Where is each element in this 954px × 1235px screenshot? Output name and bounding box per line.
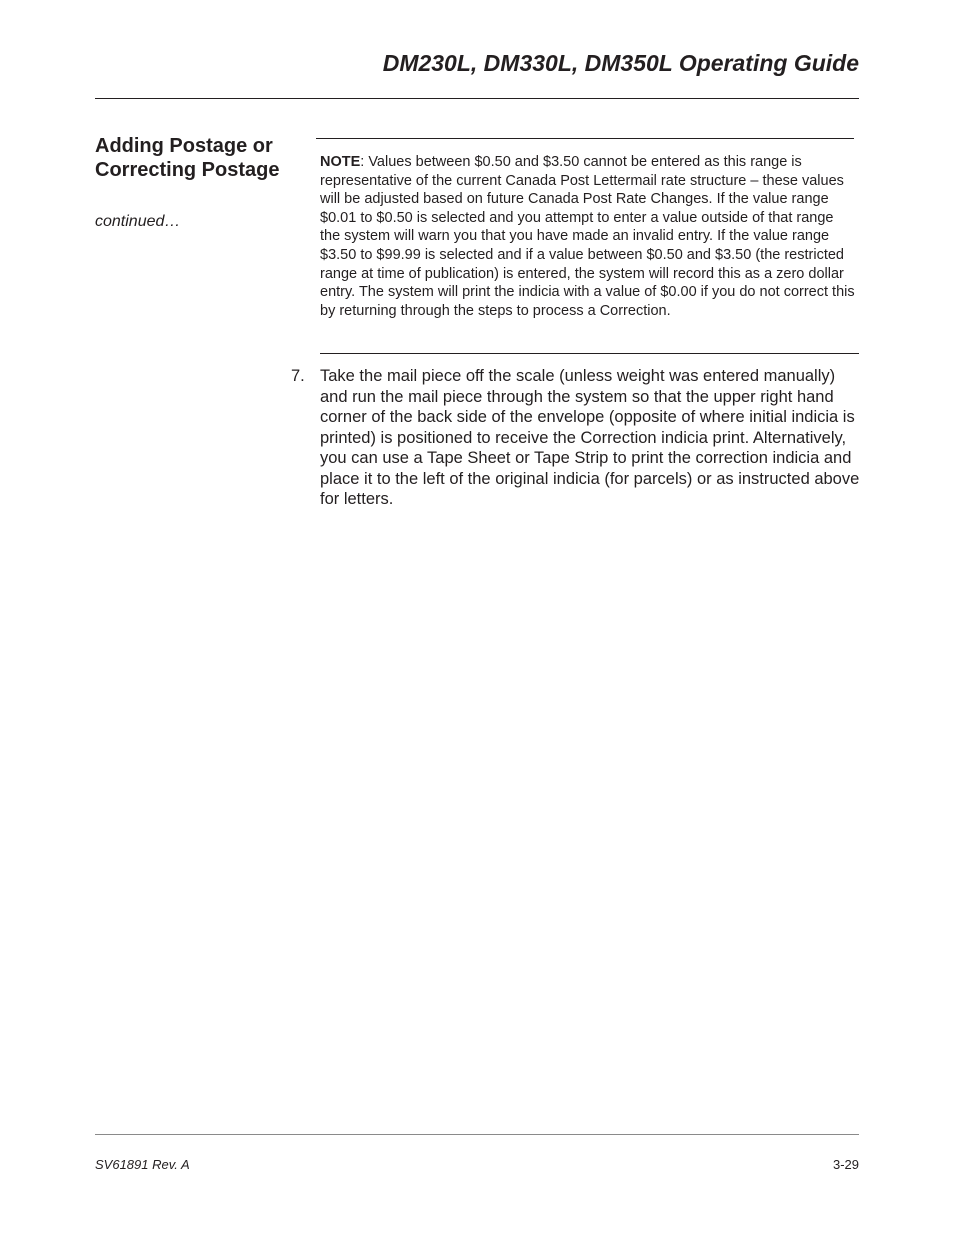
page-header-title: DM230L, DM330L, DM350L Operating Guide bbox=[382, 50, 859, 76]
section-heading: Adding Postage or Correcting Postage bbox=[95, 135, 280, 181]
footer-divider bbox=[95, 1134, 859, 1135]
note-top-divider bbox=[316, 138, 854, 139]
footer-page-number: 3-29 bbox=[832, 1157, 859, 1172]
continued-label: continued… bbox=[95, 213, 181, 230]
step-number: 7. bbox=[291, 367, 305, 385]
note-bottom-divider bbox=[320, 353, 859, 354]
footer-doc-id: SV61891 Rev. A bbox=[95, 1157, 190, 1172]
note-body: : Values between $0.50 and $3.50 cannot be entered as this range is representative of the current Canada Post Lettermail rate structure – these values will be adjusted based on future Canada Post Rate Changes. If the value range $0.01 to $0.50 is selected and you attempt to enter a value outside of that range the system will warn you that you have made an invalid entry. If the value range $3.50 to $99.99 is selected and if a value between $0.50 and $3.50 (the restricted range at time of publication) is entered, the system will record this as a zero dollar entry. The system will print the indicia with a value of $0.00 if you do not correct this by returning through the steps to process a Correction. bbox=[320, 154, 855, 319]
note-label: NOTE bbox=[320, 154, 361, 170]
header-divider bbox=[95, 98, 859, 99]
note-block bbox=[320, 153, 855, 320]
step-text: Take the mail piece off the scale (unless weight was entered manually) and run the mail piece through the system so that the upper right hand corner of the back side of the envelope (opposite of where initial indicia is printed) is positioned to receive the Correction indicia print. Alternatively, you can use a Tape Sheet or Tape Strip to print the correction indicia and place it to the left of the original indicia (for parcels) or as instructed above for letters. bbox=[320, 367, 860, 508]
